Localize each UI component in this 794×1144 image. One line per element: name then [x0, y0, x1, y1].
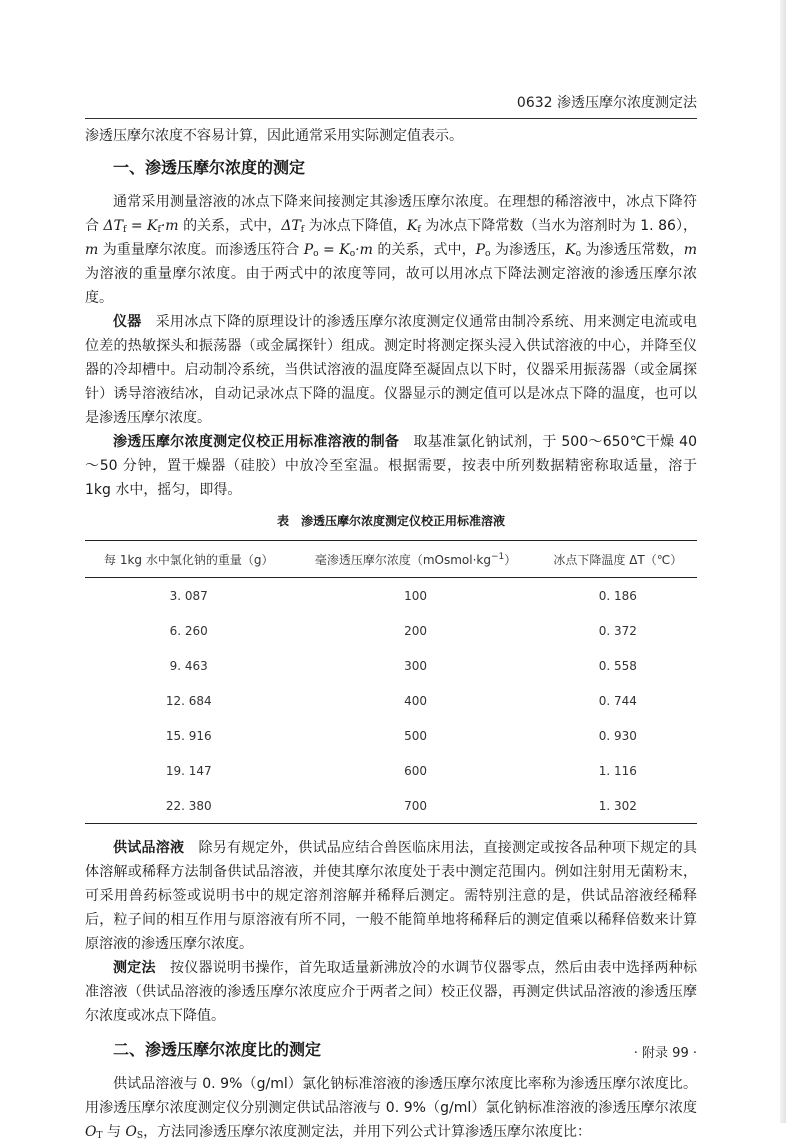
page-edge-shadow	[780, 0, 786, 1123]
table-cell: 0. 744	[598, 693, 637, 708]
table-row	[85, 788, 697, 824]
table-row	[85, 648, 697, 683]
standard-solution-table	[85, 540, 697, 824]
text: 为溶液的重量摩尔浓度。由于两式中的浓度等同，故可以用冰点下降法测定溶液的渗透压摩尔浓度。	[85, 266, 697, 306]
text: ，方法同渗透压摩尔浓度测定法，并用下列公式计算渗透压摩尔浓度比：	[143, 1124, 592, 1140]
table-cell: 200	[404, 623, 427, 638]
table-cell: 22. 380	[165, 798, 212, 813]
text: 按仪器说明书操作，首先取适量新沸放冷的水调节仪器零点，然后由表中选择两种标准溶液（供试品溶液的渗透压摩尔浓度应介于两者之间）校正仪器，再测定供试品溶液的渗透压摩尔浓度或冰点下降值。	[85, 960, 697, 1024]
column-header-freezing-drop: 冰点下降温度 ΔT（℃）	[539, 541, 697, 578]
column-header-osmolality: 毫渗透压摩尔浓度$(mOsmol\cdot kg^{-1})$	[292, 541, 538, 578]
table-row	[85, 718, 697, 753]
table-cell: 100	[404, 588, 427, 603]
formula-osmotic: $P_o = K_o\cdot m$	[303, 242, 373, 259]
column-header-nacl-weight: 每 1kg 水中氯化钠的重量（g）	[85, 541, 292, 578]
page-content	[85, 124, 697, 1144]
text: 为渗透压，	[490, 242, 566, 258]
table-cell: 15. 916	[165, 728, 212, 743]
table-cell: 0. 372	[598, 623, 637, 638]
table-cell: 1. 302	[598, 798, 637, 813]
table-row	[85, 613, 697, 648]
symbol-delta-t: $\Delta T_f$	[281, 218, 305, 235]
table-cell: 500	[404, 728, 427, 743]
paragraph-lead-standard: 渗透压摩尔浓度测定仪校正用标准溶液的制备	[113, 434, 400, 450]
table-row	[85, 753, 697, 788]
table-cell: 0. 186	[598, 588, 637, 603]
paragraph-lead-method: 测定法	[113, 960, 156, 976]
table-row	[85, 578, 697, 614]
table-cell: 12. 684	[165, 693, 212, 708]
paragraph-osmolality-ratio	[85, 1072, 697, 1144]
header-title: 0632 渗透压摩尔浓度测定法	[516, 95, 697, 111]
text: 采用冰点下降的原理设计的渗透压摩尔浓度测定仪通常由制冷系统、用来测定电流或电位差的热敏探头和振荡器（或金属探针）组成。测定时将测定探头浸入供试溶液的中心，并降至仪器的冷却槽中。启动制冷系统，当供试溶液的温度降至凝固点以下时，仪器采用振荡器（或金属探针）诱导溶液结冰，自动记录冰点下降的温度。仪器显示的测定值可以是冰点下降的温度，也可以是渗透压摩尔浓度。	[85, 314, 697, 426]
table-header-row	[85, 541, 697, 578]
table-caption: 表 渗透压摩尔浓度测定仪校正用标准溶液	[276, 514, 505, 528]
paragraph-method	[85, 956, 697, 1028]
table-cell: 700	[404, 798, 427, 813]
paragraph-standard-solution	[85, 430, 697, 502]
text: 供试品溶液与 0. 9%（g/ml）氯化钠标准溶液的渗透压摩尔浓度比率称为渗透压摩尔浓度比。用渗透压摩尔浓度测定仪分别测定供试品溶液与 0. 9%（g/ml）氯化钠标准溶液的渗透压摩尔浓度	[85, 1076, 697, 1116]
table-cell: 400	[404, 693, 427, 708]
symbol-ko: $K_o$	[565, 242, 581, 259]
table-cell: 600	[404, 763, 427, 778]
formula-delta-t: $\Delta T_f = K_f\cdot m$	[103, 218, 179, 235]
text: 取基准氯化钠试剂，于 500～650℃干燥 40～50 分钟，置干燥器（硅胶）中放冷至室温。根据需要，按表中所列数据精密称取适量，溶于 1kg 水中，摇匀，即得。	[85, 434, 697, 498]
text: 的关系，式中，	[372, 242, 476, 258]
symbol-m: m	[683, 242, 698, 258]
table-cell: 300	[404, 658, 427, 673]
symbol-kf: $K_f$	[406, 218, 421, 235]
symbol-ot: $O_T$	[85, 1124, 103, 1141]
paragraph-lead-sample: 供试品溶液	[113, 840, 185, 856]
text: 为渗透压常数，	[581, 242, 684, 258]
running-header	[85, 88, 697, 119]
table-cell: 19. 147	[165, 763, 212, 778]
text: 为冰点下降值，	[304, 218, 407, 234]
section-heading-1: 一、渗透压摩尔浓度的测定	[113, 158, 306, 177]
symbol-po: $P_o$	[475, 242, 491, 259]
intro-paragraph: 渗透压摩尔浓度不容易计算，因此通常采用实际测定值表示。	[85, 128, 463, 144]
symbol-os: $O_S$	[125, 1124, 144, 1141]
text: 通常采用测量溶液的冰点下降来间接测定其渗透压摩尔浓度。在理想的稀溶液中，冰点下降符合	[85, 194, 697, 234]
table-cell: 1. 116	[598, 763, 637, 778]
page-number: · 附录 99 ·	[633, 1046, 697, 1061]
section-heading-2: 二、渗透压摩尔浓度比的测定	[113, 1040, 322, 1059]
table-row	[85, 683, 697, 718]
paragraph-freezing-point	[85, 190, 697, 310]
table-cell: 9. 463	[169, 658, 208, 673]
text: 除另有规定外，供试品应结合兽医临床用法，直接测定或按各品种项下规定的具体溶解或稀释方法制备供试品溶液，并使其摩尔浓度处于表中测定范围内。例如注射用无菌粉末，可采用兽药标签或说明书中的规定溶剂溶解并稀释后测定。需特别注意的是，供试品溶液经稀释后，粒子间的相互作用与原溶液有所不同，一般不能简单地将稀释后的测定值乘以稀释倍数来计算原溶液的渗透压摩尔浓度。	[85, 840, 697, 952]
symbol-m: m	[85, 242, 99, 258]
paragraph-lead-instrument: 仪器	[113, 314, 142, 330]
table-cell: 0. 930	[598, 728, 637, 743]
paragraph-sample-solution	[85, 836, 697, 956]
text: 为冰点下降常数（当水为溶剂时为 1. 86），	[420, 218, 698, 234]
text: 的关系，式中，	[178, 218, 282, 234]
text: 为重量摩尔浓度。而渗透压符合	[98, 242, 304, 258]
table-cell: 6. 260	[169, 623, 208, 638]
table-cell: 3. 087	[169, 588, 208, 603]
text: 与	[102, 1124, 126, 1140]
paragraph-instrument	[85, 310, 697, 430]
table-cell: 0. 558	[598, 658, 637, 673]
